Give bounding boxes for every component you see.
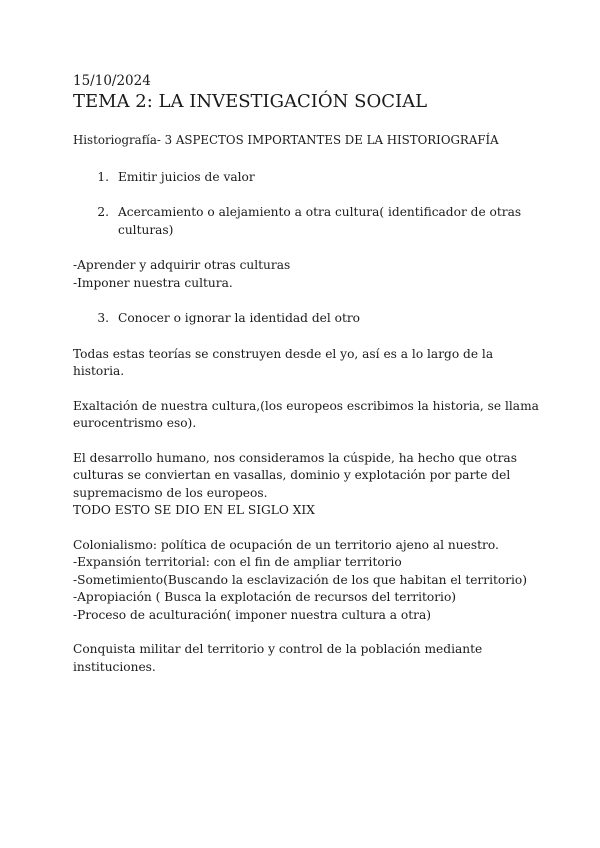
colonialism-point: -Apropiación ( Busca la explotación de recursos del territorio) xyxy=(73,590,457,604)
list-item-number: 1. xyxy=(97,169,109,184)
colonialism-point: -Sometimiento(Buscando la esclavización de los que habitan el territorio) xyxy=(73,572,528,587)
colonialism-point: -Proceso de aculturación( imponer nuestra cultura a otra) xyxy=(73,607,431,622)
section-subtitle: Historiografía- 3 ASPECTOS IMPORTANTES DE LA HISTORIOGRAFÍA xyxy=(73,133,499,147)
paragraph-theories: Todas estas teorías se construyen desde el yo, así es a lo largo de la historia. xyxy=(73,346,494,378)
colonialism-point: -Expansión territorial: con el fin de ampliar territorio xyxy=(73,555,402,569)
colonialism-definition: Colonialismo: política de ocupación de un territorio ajeno al nuestro. xyxy=(73,537,499,552)
list-item xyxy=(73,310,543,328)
document-page xyxy=(73,72,543,676)
page-title: TEMA 2: LA INVESTIGACIÓN SOCIAL xyxy=(73,91,428,112)
list-item xyxy=(73,204,543,239)
paragraph-development: El desarrollo humano, nos consideramos la cúspide, ha hecho que otras culturas se conviertan en vasallas, dominio y explotación por parte del supremacismo de los europeos. xyxy=(73,450,517,500)
list-item-number: 2. xyxy=(97,205,109,219)
paragraph-exaltation: Exaltación de nuestra cultura,(los europeos escribimos la historia, se llama eurocentrismo eso). xyxy=(73,398,539,430)
paragraph-conquest: Conquista militar del territorio y control de la población mediante instituciones. xyxy=(73,642,483,674)
aspects-list xyxy=(73,169,543,240)
list-item xyxy=(73,169,543,187)
document-date: 15/10/2024 xyxy=(73,73,151,89)
culture-point: -Imponer nuestra cultura. xyxy=(73,275,233,290)
aspects-list-continued xyxy=(73,310,543,328)
culture-point: -Aprender y adquirir otras culturas xyxy=(73,258,291,272)
list-item-number: 3. xyxy=(97,311,109,325)
list-item-text: Emitir juicios de valor xyxy=(118,169,255,184)
list-item-text: Conocer o ignorar la identidad del otro xyxy=(118,311,361,325)
paragraph-century: TODO ESTO SE DIO EN EL SIGLO XIX xyxy=(73,503,315,517)
list-item-text: Acercamiento o alejamiento a otra cultura( identificador de otras culturas) xyxy=(118,205,522,237)
